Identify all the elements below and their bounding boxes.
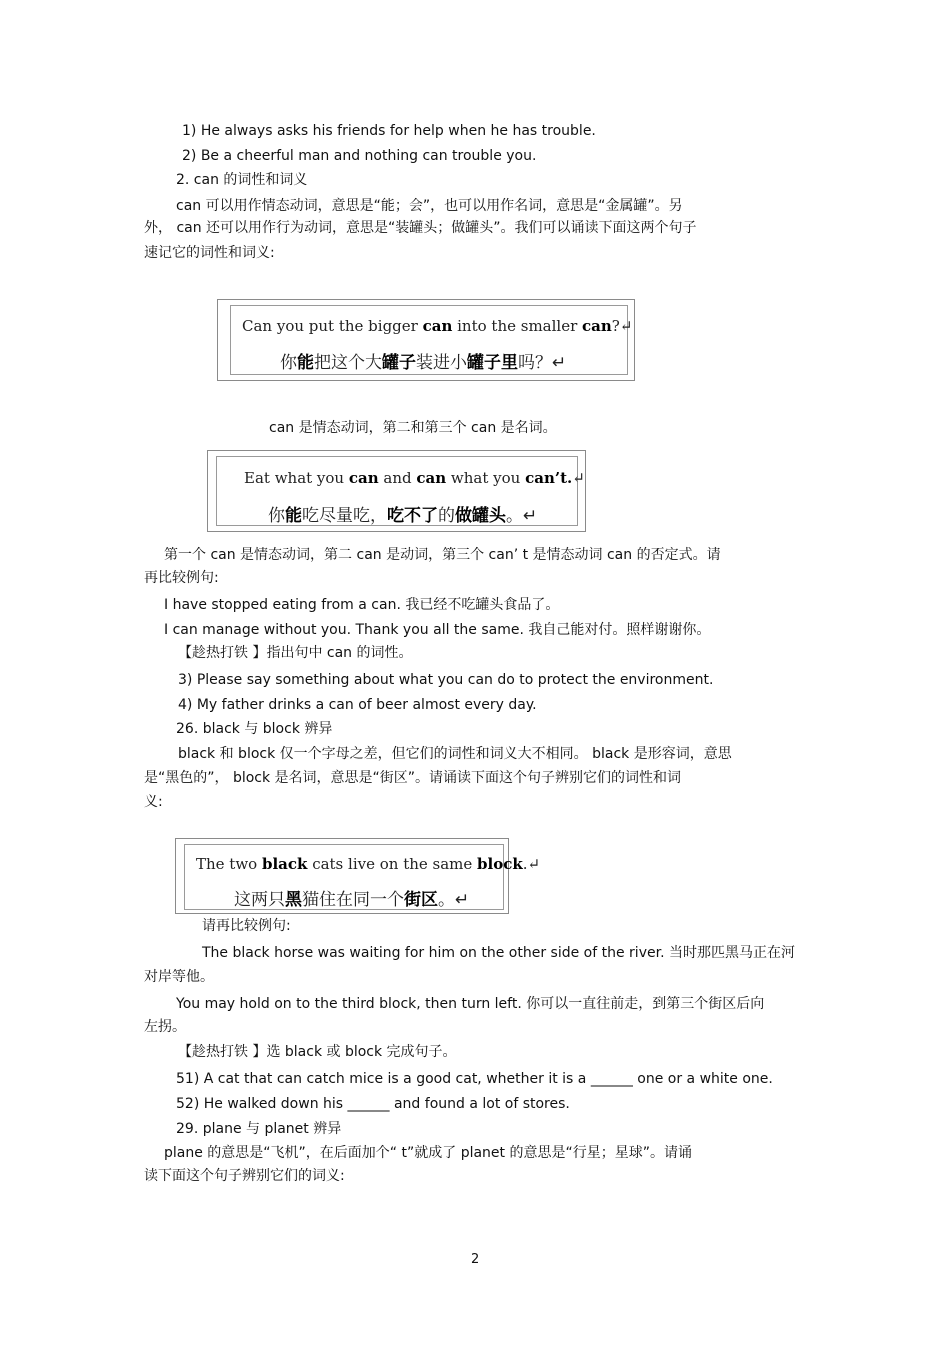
section-heading-plane-planet: 29. plane 与 planet 辨异 (176, 1121, 342, 1137)
paragraph-line: 第一个 can 是情态动词，第二 can 是动词，第三个 can’ t 是情态动词 can 的否定式。请 (164, 547, 721, 563)
paragraph-line: can 可以用作情态动词，意思是“能；会”，也可以用作名词，意思是“金属罐”。另 (176, 198, 683, 214)
example-sentence-1: 1) He always asks his friends for help when he has trouble. (182, 123, 596, 139)
example-sentence: 对岸等他。 (144, 969, 214, 985)
paragraph-line: 读下面这个句子辨别它们的词义: (144, 1168, 345, 1184)
example-english: Can you put the bigger can into the smaller can?↵ (242, 317, 633, 335)
example-sentence: I have stopped eating from a can. 我已经不吃罐头食品了。 (164, 597, 560, 613)
example-sentence: You may hold on to the third block, then turn left. 你可以一直往前走，到第三个街区后向 (176, 996, 765, 1012)
example-chinese: 你能吃尽量吃，吃不了的做罐头。↵ (268, 506, 538, 526)
paragraph-line: 义: (144, 794, 163, 810)
example-sentence: I can manage without you. Thank you all the same. 我自己能对付。照样谢谢你。 (164, 622, 711, 638)
example-sentence: 左拐。 (144, 1019, 186, 1035)
exercise-item-4: 4) My father drinks a can of beer almost every day. (178, 697, 537, 713)
exercise-heading: 【趁热打铁 】指出句中 can 的词性。 (178, 645, 413, 661)
paragraph-line: 再比较例句: (144, 570, 219, 586)
example-image-black-block (175, 838, 541, 914)
paragraph-line: plane 的意思是“飞机”，在后面加个“ t”就成了 planet 的意思是“行星；星球”。请诵 (164, 1145, 692, 1161)
paragraph-line: black 和 block 仅一个字母之差，但它们的词性和词义大不相同。 black 是形容词，意思 (178, 746, 732, 762)
example-sentence-2: 2) Be a cheerful man and nothing can trouble you. (182, 148, 537, 164)
exercise-item-51: 51) A cat that can catch mice is a good cat, whether it is a ______ one or a white one. (176, 1071, 773, 1087)
example-english: Eat what you can and can what you can’t.↵ (244, 469, 585, 487)
example-sentence: The black horse was waiting for him on the other side of the river. 当时那匹黑马正在河 (202, 945, 795, 961)
exercise-item-52: 52) He walked down his ______ and found a lot of stores. (176, 1096, 570, 1112)
example-chinese: 这两只黑猫住在同一个街区。↵ (234, 890, 470, 910)
example-image-can-1 (217, 299, 635, 381)
page-number: 2 (471, 1252, 480, 1267)
section-heading-black-block: 26. black 与 block 辨异 (176, 721, 333, 737)
paragraph-line: 外， can 还可以用作行为动词，意思是“装罐头；做罐头”。我们可以诵读下面这两个句子 (144, 220, 697, 236)
section-heading-can: 2. can 的词性和词义 (176, 172, 308, 188)
paragraph-line: 是“黑色的”， block 是名词，意思是“街区”。请诵读下面这个句子辨别它们的词性和词 (144, 770, 682, 786)
example-image-can-2 (207, 450, 586, 532)
exercise-heading: 【趁热打铁 】选 black 或 block 完成句子。 (178, 1044, 457, 1060)
explanation-line: can 是情态动词，第二和第三个 can 是名词。 (269, 420, 557, 436)
example-english: The two black cats live on the same block.↵ (196, 855, 541, 873)
example-chinese: 你能把这个大罐子装进小罐子里吗？↵ (280, 353, 567, 373)
paragraph-line: 请再比较例句: (202, 918, 291, 934)
exercise-item-3: 3) Please say something about what you can do to protect the environment. (178, 672, 714, 688)
paragraph-line: 速记它的词性和词义: (144, 245, 275, 261)
